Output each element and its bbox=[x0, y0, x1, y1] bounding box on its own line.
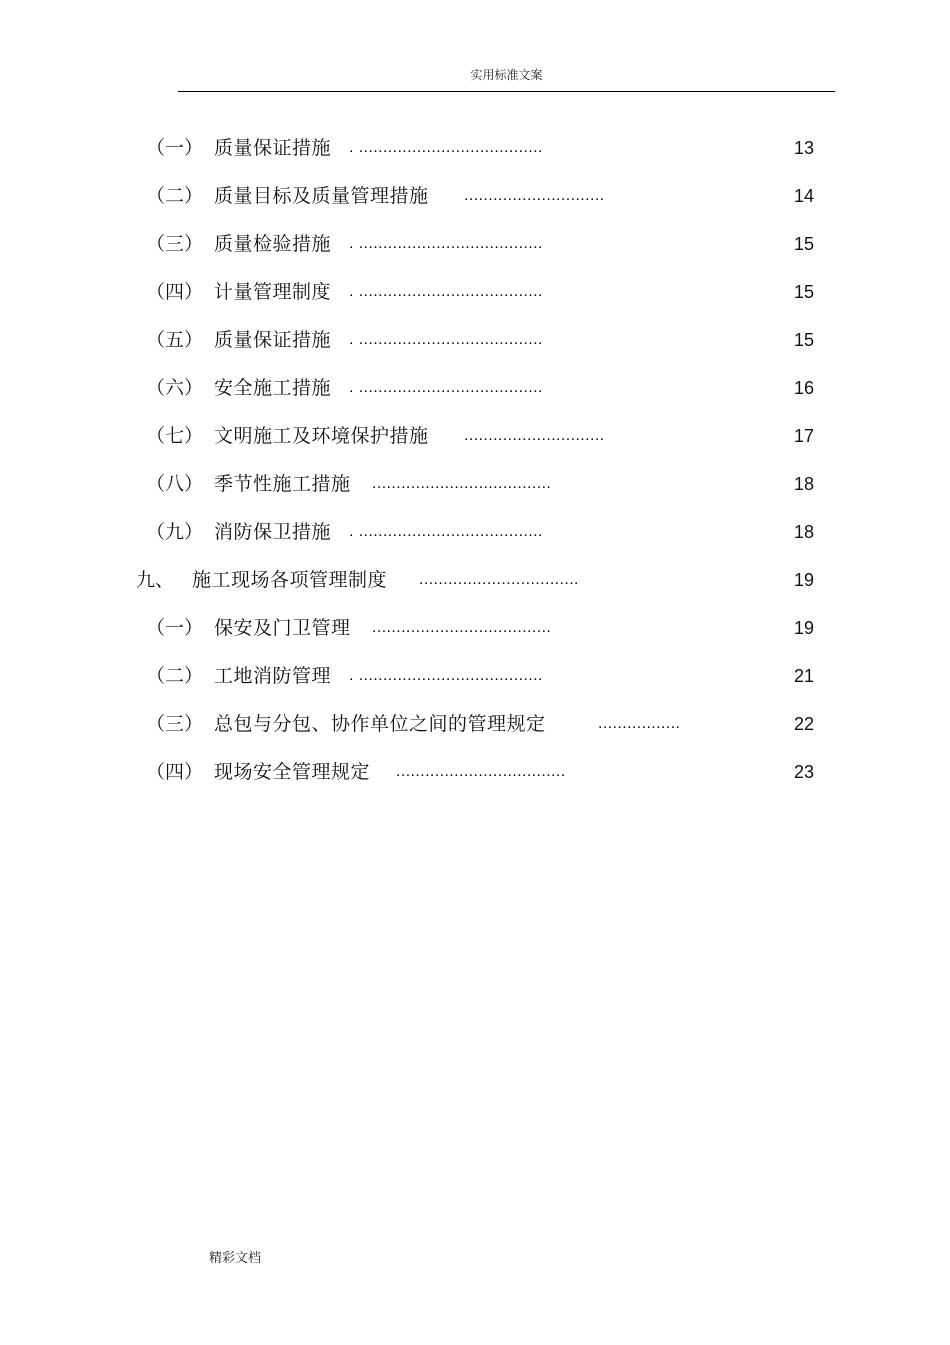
toc-entry-title: 计量管理制度 bbox=[214, 281, 332, 303]
toc-entry[interactable] bbox=[0, 278, 950, 306]
toc-entry-page: 21 bbox=[793, 666, 814, 686]
toc-entry-title: 保安及门卫管理 bbox=[214, 617, 351, 639]
toc-entry-page: 16 bbox=[793, 378, 814, 398]
toc-entry-number: （八） bbox=[146, 473, 204, 495]
toc-entry-leader: . ...................................... bbox=[349, 379, 543, 396]
toc-entry-page: 15 bbox=[793, 282, 814, 302]
toc-entry-page: 23 bbox=[793, 762, 814, 782]
page-header-title: 实用标准文案 bbox=[470, 68, 543, 82]
toc-entry[interactable] bbox=[0, 134, 950, 162]
toc-entry-leader: . ...................................... bbox=[349, 331, 543, 348]
toc-entry-page: 13 bbox=[793, 138, 814, 158]
toc-entry[interactable] bbox=[0, 374, 950, 402]
toc-entry-leader: ..................................... bbox=[372, 619, 552, 636]
toc-entry-page: 15 bbox=[793, 330, 814, 350]
toc-entry[interactable] bbox=[0, 758, 950, 786]
toc-entry-number: （四） bbox=[146, 761, 204, 783]
toc-entry-title: 安全施工措施 bbox=[214, 377, 332, 399]
toc-entry-leader: . ...................................... bbox=[349, 139, 543, 156]
toc-entry-title: 质量保证措施 bbox=[214, 137, 332, 159]
toc-entry-title: 消防保卫措施 bbox=[214, 521, 332, 543]
toc-entry-page: 22 bbox=[793, 714, 814, 734]
toc-entry-leader: ..................................... bbox=[372, 475, 552, 492]
toc-entry-page: 19 bbox=[793, 570, 814, 590]
toc-entry-leader: . ...................................... bbox=[349, 667, 543, 684]
toc-entry-number: （五） bbox=[146, 329, 204, 351]
toc-entry-leader: ................................. bbox=[419, 571, 579, 588]
toc-entry-number: （二） bbox=[146, 665, 204, 687]
toc-entry[interactable] bbox=[0, 230, 950, 258]
toc-entry-leader: . ...................................... bbox=[349, 235, 543, 252]
toc-entry-leader: . ...................................... bbox=[349, 283, 543, 300]
toc-entry-title: 施工现场各项管理制度 bbox=[192, 569, 388, 591]
toc-entry-number: （二） bbox=[146, 185, 204, 207]
toc-entry-title: 质量目标及质量管理措施 bbox=[214, 185, 429, 207]
toc-entry-page: 19 bbox=[793, 618, 814, 638]
toc-entry[interactable] bbox=[0, 566, 950, 594]
toc-entry-number: （一） bbox=[146, 137, 204, 159]
toc-entry-leader: ................. bbox=[598, 715, 681, 732]
toc-entry-leader: ............................. bbox=[464, 427, 605, 444]
toc-entry-number: （三） bbox=[146, 233, 204, 255]
toc-entry-page: 15 bbox=[793, 234, 814, 254]
toc-entry[interactable] bbox=[0, 182, 950, 210]
toc-entry[interactable] bbox=[0, 662, 950, 690]
toc-entry-title: 文明施工及环境保护措施 bbox=[214, 425, 429, 447]
toc-entry-leader: . ...................................... bbox=[349, 523, 543, 540]
toc-entry-page: 18 bbox=[793, 474, 814, 494]
toc-entry-title: 工地消防管理 bbox=[214, 665, 332, 687]
toc-entry[interactable] bbox=[0, 422, 950, 450]
toc-entry-page: 18 bbox=[793, 522, 814, 542]
toc-entry-number: 九、 bbox=[136, 569, 175, 591]
toc-entry-number: （四） bbox=[146, 281, 204, 303]
toc-entry-title: 质量保证措施 bbox=[214, 329, 332, 351]
toc-entry-leader: ............................. bbox=[464, 187, 605, 204]
toc-entry-page: 17 bbox=[793, 426, 814, 446]
toc-entry-title: 质量检验措施 bbox=[214, 233, 332, 255]
toc-entry[interactable] bbox=[0, 326, 950, 354]
toc-entry-number: （一） bbox=[146, 617, 204, 639]
toc-entry-number: （三） bbox=[146, 713, 204, 735]
toc-entry-number: （六） bbox=[146, 377, 204, 399]
toc-entry-leader: ................................... bbox=[396, 763, 566, 780]
toc-entry-page: 14 bbox=[793, 186, 814, 206]
toc-entry-title: 季节性施工措施 bbox=[214, 473, 351, 495]
page-footer-text: 精彩文档 bbox=[209, 1251, 262, 1266]
toc-entry[interactable] bbox=[0, 710, 950, 738]
toc-entry-title: 现场安全管理规定 bbox=[214, 761, 371, 783]
toc-entry[interactable] bbox=[0, 470, 950, 498]
toc-entry-number: （九） bbox=[146, 521, 204, 543]
toc-entry[interactable] bbox=[0, 518, 950, 546]
toc-entry[interactable] bbox=[0, 614, 950, 642]
toc-entry-title: 总包与分包、协作单位之间的管理规定 bbox=[214, 713, 546, 735]
toc-entry-number: （七） bbox=[146, 425, 204, 447]
